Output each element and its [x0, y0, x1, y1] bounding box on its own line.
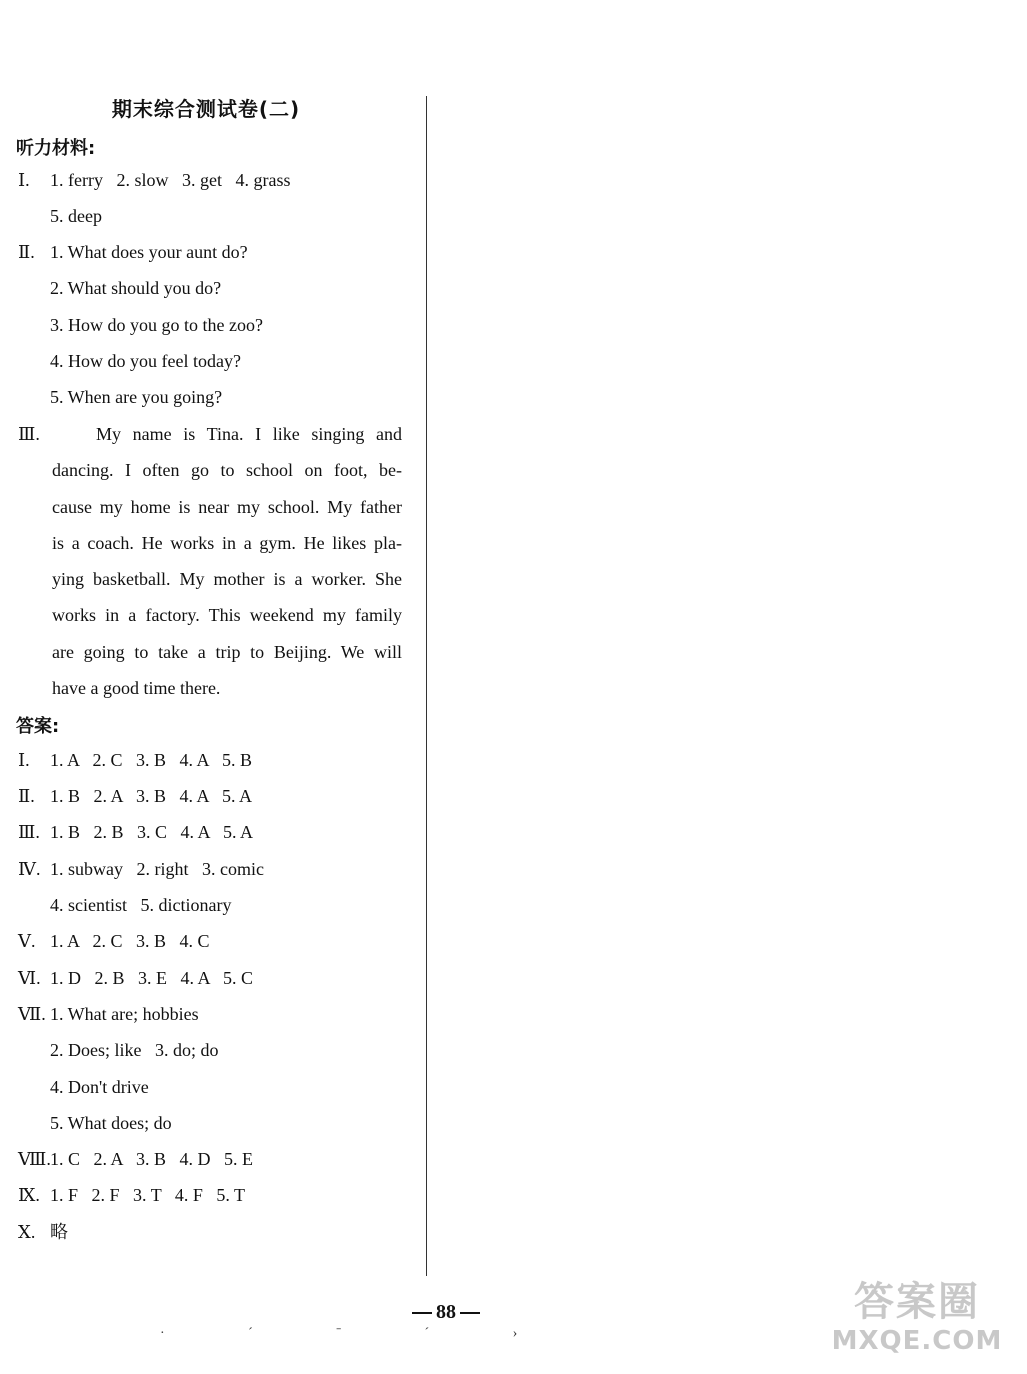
- listening-ii-item: 3. How do you go to the zoo?: [50, 315, 263, 335]
- numeral: Ⅷ.: [18, 1149, 51, 1169]
- listening-ii-item: 2. What should you do?: [50, 278, 222, 298]
- answer-text: 5. What does; do: [50, 1113, 172, 1133]
- answer-text: 1. C 2. A 3. B 4. D 5. E: [50, 1149, 254, 1169]
- listening-ii-item: 5. When are you going?: [50, 387, 223, 407]
- paragraph-line: is a coach. He works in a gym. He likes pla-: [52, 532, 402, 553]
- listening-i-line1: [18, 168, 290, 192]
- answer-line: [18, 784, 252, 808]
- dash-right: [460, 1312, 480, 1314]
- answer-line: [18, 857, 264, 881]
- paragraph-line: cause my home is near my school. My father: [52, 496, 402, 517]
- answer-text: 1. subway 2. right 3. comic: [50, 859, 264, 879]
- answer-text: 略: [50, 1222, 68, 1242]
- answer-line: [18, 1038, 219, 1062]
- listening-iii-paragraph: [52, 422, 402, 712]
- watermark-top: 答案圈: [854, 1279, 980, 1325]
- listening-iii-numeral: Ⅲ.: [18, 424, 40, 444]
- numeral: Ⅴ.: [18, 931, 36, 951]
- answer-text: 4. scientist 5. dictionary: [50, 895, 232, 915]
- numeral: Ⅱ.: [18, 242, 35, 262]
- answer-text: 1. B 2. B 3. C 4. A 5. A: [50, 822, 254, 842]
- watermark-logo: [827, 1278, 1007, 1356]
- numeral: Ⅰ.: [18, 750, 30, 770]
- answer-line: [18, 893, 231, 917]
- answer-line: [18, 1220, 68, 1244]
- answer-text: 1. What are; hobbies: [50, 1004, 199, 1024]
- listening-ii-item: 4. How do you feel today?: [50, 351, 241, 371]
- answer-text: 1. F 2. F 3. T 4. F 5. T: [50, 1185, 246, 1205]
- answer-text: 4. Don't drive: [50, 1077, 149, 1097]
- paragraph-line: dancing. I often go to school on foot, be-: [52, 460, 402, 481]
- numeral: Ⅲ.: [18, 822, 40, 842]
- answer-line: [18, 1111, 172, 1135]
- answer-line: [18, 1002, 199, 1026]
- listening-i-text: 1. ferry 2. slow 3. get 4. grass: [50, 170, 291, 190]
- listening-header: 听力材料:: [16, 138, 96, 159]
- column-divider: [426, 96, 427, 1276]
- numeral: Ⅰ.: [18, 170, 30, 190]
- listening-ii-item: [18, 240, 248, 264]
- page-title: 期末综合测试卷(二): [111, 97, 301, 121]
- listening-ii-text: 1. What does your aunt do?: [50, 242, 248, 262]
- answer-line: [18, 820, 253, 844]
- listening-i-line2: 5. deep: [50, 206, 102, 226]
- numeral: Ⅵ.: [18, 968, 41, 988]
- answer-line: [18, 748, 252, 772]
- numeral: Ⅳ.: [18, 859, 41, 879]
- answer-line: [18, 966, 253, 990]
- answer-text: 1. D 2. B 3. E 4. A 5. C: [50, 968, 254, 988]
- page-number-text: 88: [436, 1301, 456, 1323]
- answer-text: 1. A 2. C 3. B 4. A 5. B: [50, 750, 253, 770]
- numeral: Ⅱ.: [18, 786, 35, 806]
- answers-header: 答案:: [16, 716, 60, 737]
- answer-line: [18, 1183, 245, 1207]
- answer-text: 2. Does; like 3. do; do: [50, 1040, 219, 1060]
- answer-line: [18, 1147, 253, 1171]
- paragraph-line: ying basketball. My mother is a worker. She: [52, 569, 402, 590]
- scan-specks: · ´ ˉ ´ ›: [160, 1326, 558, 1341]
- answer-line: [18, 929, 210, 953]
- paragraph-line: have a good time there.: [52, 678, 221, 699]
- paragraph-line: My name is Tina. I like singing and: [96, 424, 402, 444]
- dash-left: [412, 1312, 432, 1314]
- answer-text: 1. B 2. A 3. B 4. A 5. A: [50, 786, 253, 806]
- answer-text: 1. A 2. C 3. B 4. C: [50, 931, 210, 951]
- watermark-bottom: MXQE.COM: [831, 1326, 1003, 1356]
- page-number: [408, 1301, 484, 1324]
- paragraph-line: are going to take a trip to Beijing. We will: [52, 641, 402, 662]
- numeral: Ⅹ.: [18, 1222, 36, 1242]
- answer-line: [18, 1075, 149, 1099]
- numeral: Ⅸ.: [18, 1185, 40, 1205]
- paragraph-line: works in a factory. This weekend my family: [52, 605, 402, 626]
- numeral: Ⅶ.: [18, 1004, 46, 1024]
